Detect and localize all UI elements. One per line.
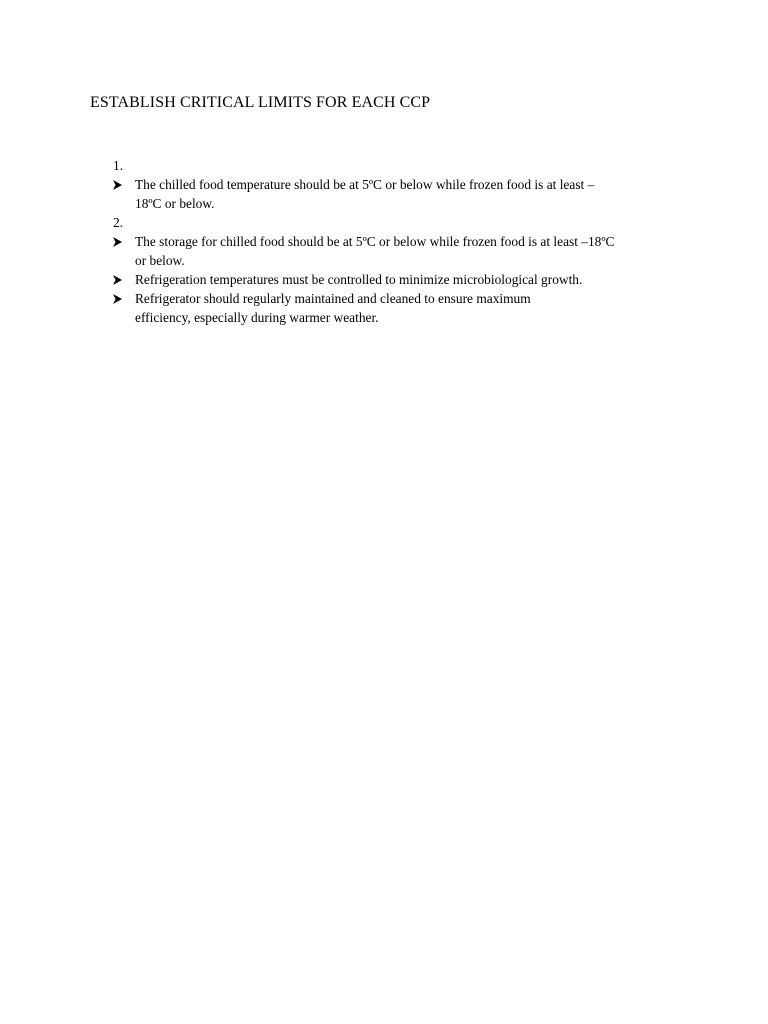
arrowhead-bullet-icon (113, 232, 125, 251)
bullet-item (113, 175, 703, 213)
arrowhead-bullet-icon (113, 270, 125, 289)
section-number: 1. (113, 158, 124, 173)
bullet-item (113, 270, 703, 289)
bullet-text-line: Refrigerator should regularly maintained and cleaned to ensure maximum (135, 291, 531, 306)
arrowhead-bullet-icon (113, 289, 125, 308)
bullet-text-line: Refrigeration temperatures must be controlled to minimize microbiological growth. (135, 272, 583, 287)
bullet-text-line: or below. (135, 253, 185, 268)
page-title: ESTABLISH CRITICAL LIMITS FOR EACH CCP (90, 94, 431, 111)
bullet-text-line: The chilled food temperature should be at 5ºC or below while frozen food is at least – (135, 177, 595, 192)
bullet-item (113, 289, 703, 327)
bullet-text (135, 232, 703, 270)
bullet-text (135, 270, 703, 289)
bullet-item (113, 232, 703, 270)
document-body (113, 156, 703, 327)
bullet-text (135, 289, 703, 327)
arrowhead-bullet-icon (113, 175, 125, 194)
bullet-text-line: 18ºC or below. (135, 196, 215, 211)
bullet-text-line: efficiency, especially during warmer weather. (135, 310, 379, 325)
section-number: 2. (113, 215, 124, 230)
bullet-text (135, 175, 703, 213)
bullet-text-line: The storage for chilled food should be at 5ºC or below while frozen food is at least –18ºC (135, 234, 615, 249)
